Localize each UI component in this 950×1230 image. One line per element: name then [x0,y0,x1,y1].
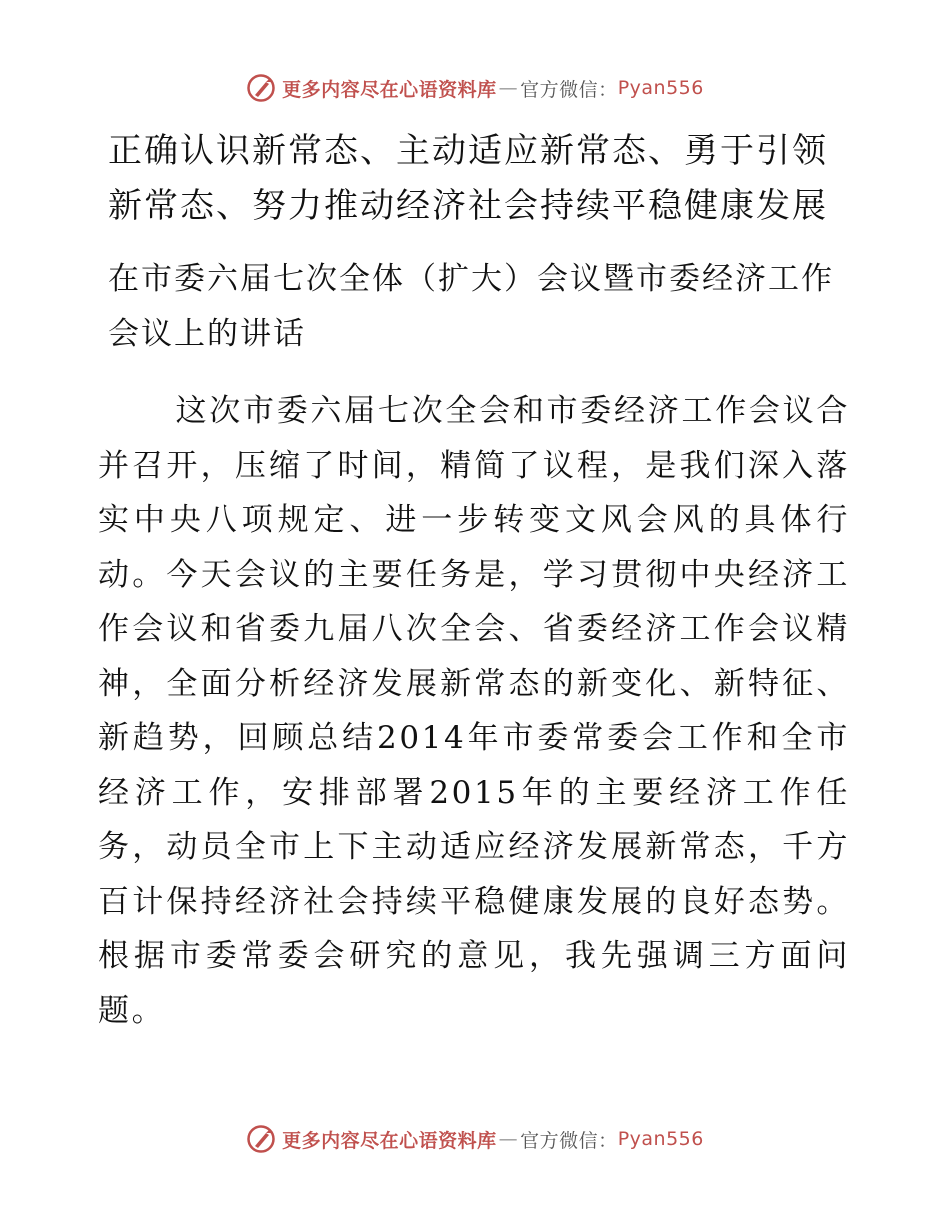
document-subtitle: 在市委六届七次全体（扩大）会议暨市委经济工作会议上的讲话 [108,261,834,352]
watermark-wechat-id: Pyan556 [617,77,704,99]
watermark-text: 更多内容尽在心语资料库 [282,1129,497,1152]
document-title: 正确认识新常态、主动适应新常态、勇于引领新常态、努力推动经济社会持续平稳健康发展 [108,131,828,226]
body-paragraph: 这次市委六届七次全会和市委经济工作会议合并召开，压缩了时间，精简了议程，是我们深入落实中央八项规定、进一步转变文风会风的具体行动。今天会议的主要任务是，学习贯彻中央经济工作会议和省委九届八次全会、省委经济工作会议精神，全面分析经济发展新常态的新变化、新特征、新趋势，回顾总结2014年市委常委会工作和全市经济工作，安排部署2015年的主要经济工作任务，动员全市上下主动适应经济发展新常态，千方百计保持经济社会持续平稳健康发展的良好态势。根据市委常委会研究的意见，我先强调三方面问题。 [98,393,850,1029]
watermark-wechat-id: Pyan556 [617,1128,704,1150]
watermark-wechat-label: 官方微信： [520,1129,618,1152]
header-watermark [0,73,950,103]
watermark-dash: — [498,77,519,99]
footer-watermark [0,1124,950,1154]
watermark-text: 更多内容尽在心语资料库 [282,78,497,101]
watermark-dash: — [498,1128,519,1150]
quill-pen-logo-icon [246,73,276,103]
watermark-wechat-label: 官方微信： [520,78,618,101]
quill-pen-logo-icon [246,1124,276,1154]
